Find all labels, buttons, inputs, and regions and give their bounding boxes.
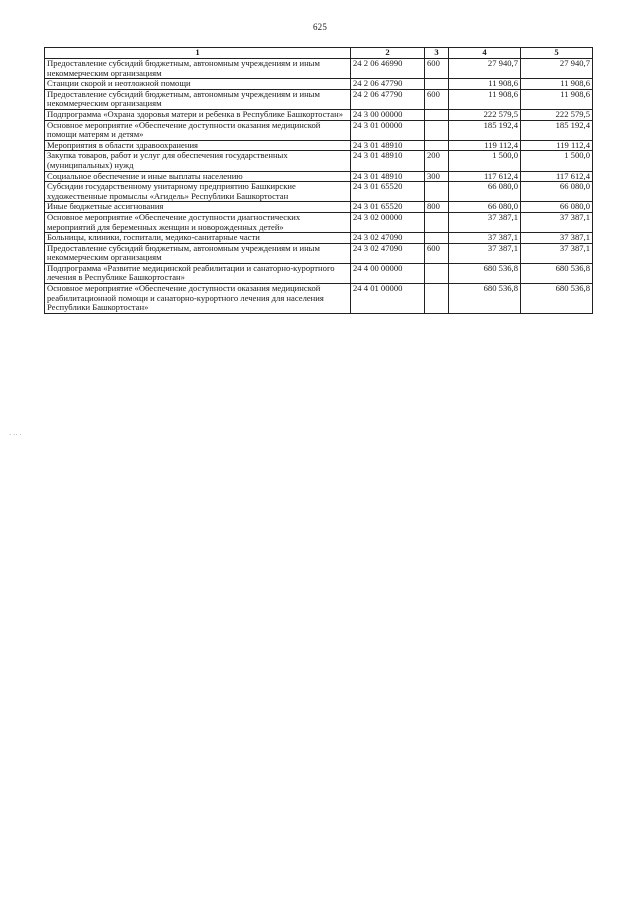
row-type: 300 [425,171,449,182]
row-value-col5: 66 080,0 [521,202,593,213]
budget-table [44,47,593,314]
row-code: 24 3 00 00000 [351,109,425,120]
row-value-col5: 1 500,0 [521,151,593,171]
table-row [45,59,593,79]
row-code: 24 4 00 00000 [351,263,425,283]
row-name: Социальное обеспечение и иные выплаты населению [45,171,351,182]
scan-speck: · ·· · [9,431,22,439]
row-value-col4: 11 908,6 [449,79,521,90]
table-row [45,171,593,182]
row-name: Основное мероприятие «Обеспечение доступности оказания медицинской помощи матерям и детям» [45,120,351,140]
row-type [425,140,449,151]
table-row [45,182,593,202]
header-col-4: 4 [449,48,521,59]
row-code: 24 3 02 00000 [351,212,425,232]
row-name: Иные бюджетные ассигнования [45,202,351,213]
row-name: Основное мероприятие «Обеспечение доступности оказания медицинской реабилитационной помощи и санаторно-курортного лечения для населения Республики Башкортостан» [45,284,351,314]
row-value-col4: 117 612,4 [449,171,521,182]
table-row [45,120,593,140]
row-value-col5: 680 536,8 [521,263,593,283]
row-code: 24 3 01 48910 [351,151,425,171]
row-type [425,263,449,283]
row-value-col5: 185 192,4 [521,120,593,140]
row-value-col5: 66 080,0 [521,182,593,202]
row-code: 24 4 01 00000 [351,284,425,314]
table-header-row [45,48,593,59]
table-row [45,233,593,244]
row-code: 24 3 01 48910 [351,140,425,151]
row-name: Предоставление субсидий бюджетным, автономным учреждениям и иным некоммерческим организациям [45,243,351,263]
row-type: 600 [425,59,449,79]
row-name: Станции скорой и неотложной помощи [45,79,351,90]
row-value-col5: 27 940,7 [521,59,593,79]
row-value-col5: 11 908,6 [521,89,593,109]
table-row [45,109,593,120]
row-code: 24 3 01 65520 [351,202,425,213]
table-row [45,263,593,283]
row-value-col5: 119 112,4 [521,140,593,151]
row-value-col4: 37 387,1 [449,233,521,244]
page-number: 625 [312,22,328,32]
row-value-col5: 222 579,5 [521,109,593,120]
row-name: Подпрограмма «Охрана здоровья матери и ребенка в Республике Башкортостан» [45,109,351,120]
row-value-col4: 680 536,8 [449,284,521,314]
header-col-5: 5 [521,48,593,59]
row-code: 24 3 01 65520 [351,182,425,202]
row-value-col4: 66 080,0 [449,202,521,213]
header-col-3: 3 [425,48,449,59]
row-type [425,120,449,140]
table-row [45,89,593,109]
row-value-col4: 27 940,7 [449,59,521,79]
table-row [45,79,593,90]
row-value-col4: 1 500,0 [449,151,521,171]
row-type [425,109,449,120]
row-type [425,284,449,314]
row-type [425,79,449,90]
row-value-col4: 37 387,1 [449,212,521,232]
row-code: 24 3 01 00000 [351,120,425,140]
header-col-2: 2 [351,48,425,59]
row-value-col4: 66 080,0 [449,182,521,202]
row-name: Больницы, клиники, госпитали, медико-санитарные части [45,233,351,244]
table-row [45,140,593,151]
row-code: 24 3 02 47090 [351,233,425,244]
row-type: 600 [425,89,449,109]
row-value-col5: 37 387,1 [521,243,593,263]
row-name: Основное мероприятие «Обеспечение доступности диагностических мероприятий для беременных женщин и новорожденных детей» [45,212,351,232]
table-row [45,202,593,213]
row-value-col4: 119 112,4 [449,140,521,151]
table-row [45,243,593,263]
table-row [45,284,593,314]
row-code: 24 2 06 47790 [351,79,425,90]
row-value-col4: 680 536,8 [449,263,521,283]
row-value-col4: 11 908,6 [449,89,521,109]
row-name: Закупка товаров, работ и услуг для обеспечения государственных (муниципальных) нужд [45,151,351,171]
row-name: Предоставление субсидий бюджетным, автономным учреждениям и иным некоммерческим организациям [45,59,351,79]
row-value-col5: 11 908,6 [521,79,593,90]
row-code: 24 2 06 47790 [351,89,425,109]
table-row [45,212,593,232]
row-type: 200 [425,151,449,171]
row-value-col4: 37 387,1 [449,243,521,263]
row-code: 24 3 02 47090 [351,243,425,263]
row-value-col5: 37 387,1 [521,212,593,232]
row-value-col4: 185 192,4 [449,120,521,140]
row-type: 600 [425,243,449,263]
header-col-1: 1 [45,48,351,59]
row-name: Мероприятия в области здравоохранения [45,140,351,151]
row-code: 24 3 01 48910 [351,171,425,182]
row-value-col5: 117 612,4 [521,171,593,182]
row-value-col5: 680 536,8 [521,284,593,314]
table-row [45,151,593,171]
row-code: 24 2 06 46990 [351,59,425,79]
row-name: Предоставление субсидий бюджетным, автономным учреждениям и иным некоммерческим организациям [45,89,351,109]
row-type [425,212,449,232]
row-name: Субсидии государственному унитарному предприятию Башкирские художественные промыслы «Агидель» Республики Башкортостан [45,182,351,202]
row-type: 800 [425,202,449,213]
row-type [425,233,449,244]
row-type [425,182,449,202]
row-value-col5: 37 387,1 [521,233,593,244]
row-value-col4: 222 579,5 [449,109,521,120]
row-name: Подпрограмма «Развитие медицинской реабилитации и санаторно-курортного лечения в Республике Башкортостан» [45,263,351,283]
